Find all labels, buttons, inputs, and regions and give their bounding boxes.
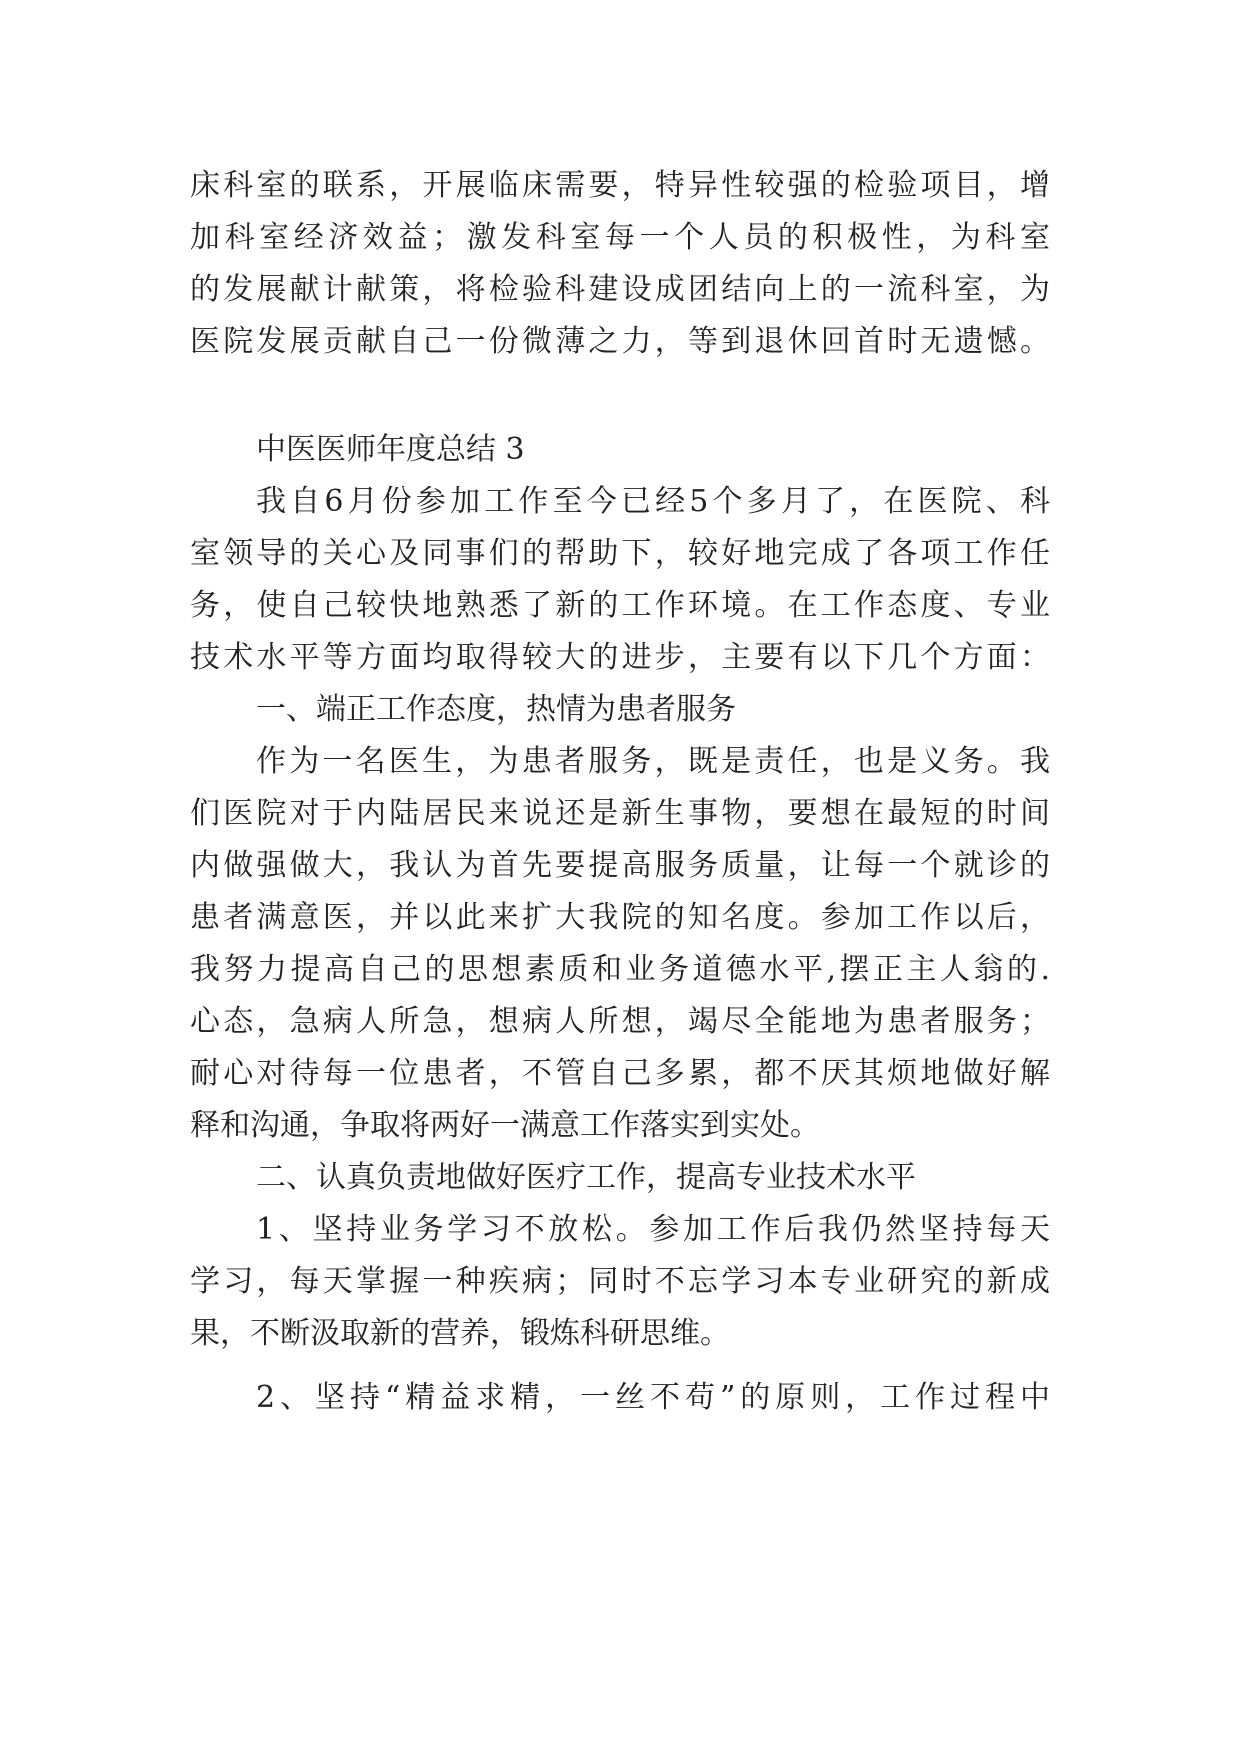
document-body — [190, 160, 1050, 1424]
para-1-line: 释和沟通，争取将两好一满意工作落实到实处。 — [190, 1108, 820, 1143]
section-title: 中医医师年度总结 3 — [256, 432, 525, 467]
item-2-line: 2、坚持“精益求精，一丝不苟”的原则，工作过程中 — [256, 1380, 1050, 1415]
intro-line: 技术水平等方面均取得较大的进步，主要有以下几个方面： — [190, 640, 1050, 675]
body-line: 的发展献计献策，将检验科建设成团结向上的一流科室，为 — [190, 272, 1050, 307]
para-1-line: 我努力提高自己的思想素质和业务道德水平,摆正主人翁的. — [190, 952, 1050, 987]
section-spacer — [190, 368, 1050, 424]
para-1-line: 心态，急病人所急，想病人所想，竭尽全能地为患者服务； — [190, 1004, 1050, 1039]
para-1-line: 患者满意医，并以此来扩大我院的知名度。参加工作以后， — [190, 900, 1050, 935]
body-line: 床科室的联系，开展临床需要，特异性较强的检验项目，增 — [190, 168, 1050, 203]
heading-1: 一、端正工作态度，热情为患者服务 — [256, 692, 736, 727]
item-1-line: 1、坚持业务学习不放松。参加工作后我仍然坚持每天 — [256, 1212, 1050, 1247]
para-1-line: 作为一名医生，为患者服务，既是责任，也是义务。我 — [256, 744, 1050, 779]
para-1-line: 内做强做大，我认为首先要提高服务质量，让每一个就诊的 — [190, 848, 1050, 883]
item-1-line: 果，不断汲取新的营养，锻炼科研思维。 — [190, 1316, 730, 1351]
item-gap — [190, 1360, 1050, 1372]
intro-line: 务，使自己较快地熟悉了新的工作环境。在工作态度、专业 — [190, 588, 1050, 623]
body-line: 医院发展贡献自己一份微薄之力，等到退休回首时无遗憾。 — [190, 324, 1050, 359]
item-1-line: 学习，每天掌握一种疾病；同时不忘学习本专业研究的新成 — [190, 1264, 1050, 1299]
para-1-line: 耐心对待每一位患者，不管自己多累，都不厌其烦地做好解 — [190, 1056, 1050, 1091]
intro-line: 室领导的关心及同事们的帮助下，较好地完成了各项工作任 — [190, 536, 1050, 571]
body-line: 加科室经济效益；激发科室每一个人员的积极性，为科室 — [190, 220, 1050, 255]
heading-2: 二、认真负责地做好医疗工作，提高专业技术水平 — [256, 1160, 916, 1195]
intro-line: 我自6月份参加工作至今已经5个多月了，在医院、科 — [256, 484, 1050, 519]
para-1-line: 们医院对于内陆居民来说还是新生事物，要想在最短的时间 — [190, 796, 1050, 831]
